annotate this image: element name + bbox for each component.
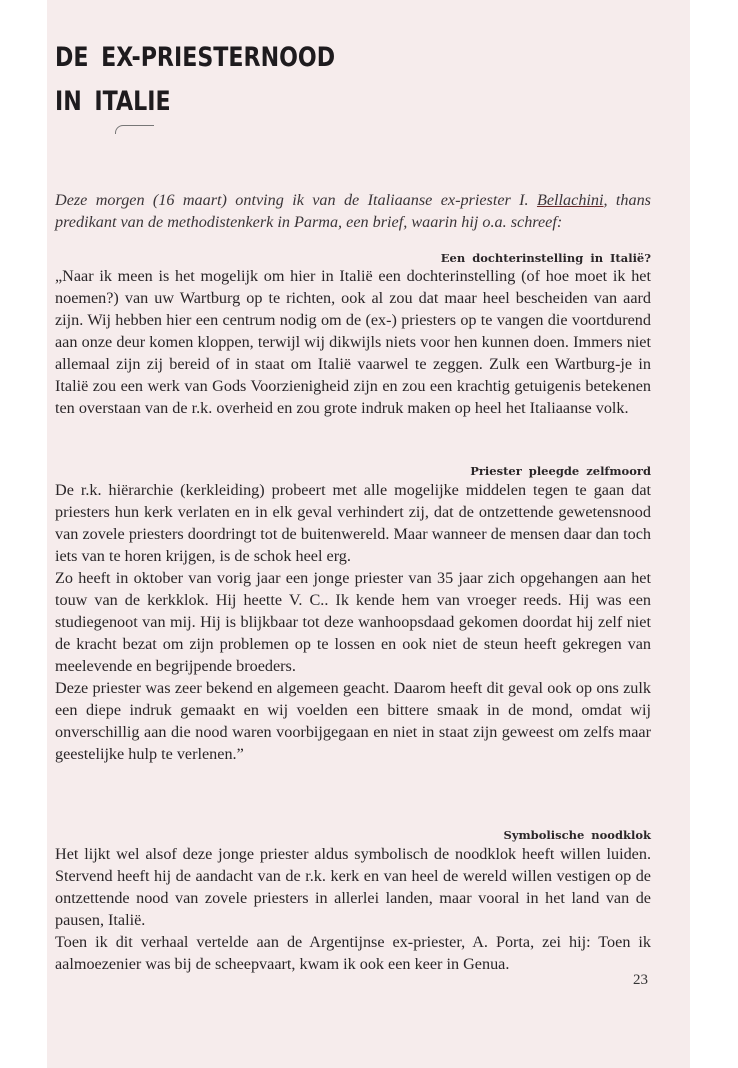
document-page — [47, 0, 690, 1068]
paragraph: De r.k. hiërarchie (kerkleiding) probeert met alle mogelijke middelen tegen te gaan dat priesters hun kerk verlaten en in elk geval verhindert zij, dat de ontzettende gewetensnood van zovele priesters doordringt tot de buitenwereld. Maar wanneer de mensen daar dan toch iets van te horen krijgen, is de schok heel erg. — [55, 481, 651, 565]
page-number: 23 — [633, 972, 648, 988]
paragraph: Het lijkt wel alsof deze jonge priester aldus symbolisch de noodklok heeft willen luiden. Stervend heeft hij de aandacht van de r.k. kerk en van heel de wereld willen vestigen op de ontzettende nood van zovele priesters in allerlei landen, maar vooral in het land van de pausen, Italië. — [55, 845, 651, 929]
paragraph: Deze priester was zeer bekend en algemeen geacht. Daarom heeft dit geval ook op ons zulk een diepe indruk gemaakt en wij voelden een bittere smaak in de mond, omdat wij onverschillig aan die nood waren voorbijgegaan en niet in staat zijn geweest om zelfs maar geestelijke hulp te verlenen.” — [55, 679, 651, 763]
section-heading: Priester pleegde zelfmoord — [470, 464, 651, 478]
title-line-2: IN ITALIE — [55, 86, 171, 117]
intro-text-end: , thans predikant van de methodistenkerk in Parma, een brief, waarin hij o.a. schreef: — [55, 191, 651, 231]
intro-paragraph — [55, 189, 651, 233]
intro-text-start: Deze morgen (16 maart) ontving ik van de Italiaanse ex-priester I. — [55, 191, 537, 209]
section-body — [55, 265, 651, 419]
title-line-1: DE EX-PRIESTERNOOD — [55, 42, 336, 73]
section-body — [55, 479, 651, 765]
paragraph: Zo heeft in oktober van vorig jaar een jonge priester van 35 jaar zich opgehangen aan het touw van de kerkklok. Hij heette V. C.. Ik kende hem van vroeger reeds. Hij was een studiegenoot van mij. Hij is blijkbaar tot deze wanhoopsdaad gekomen doordat hij zelf niet de kracht bezat om zijn problemen op te lossen en ook niet de steun heeft gekregen van meelevende en begrijpende broeders. — [55, 569, 651, 675]
section-heading: Symbolische noodklok — [503, 828, 651, 842]
section-heading: Een dochterinstelling in Italië? — [440, 251, 651, 265]
pen-mark — [115, 125, 154, 134]
section-body — [55, 843, 651, 975]
paragraph: Toen ik dit verhaal vertelde aan de Argentijnse ex-priester, A. Porta, zei hij: Toen ik aalmoezenier was bij de scheepvaart, kwam ik ook een keer in Genua. — [55, 933, 651, 973]
intro-name-underlined: Bellachini — [536, 191, 604, 209]
paragraph: „Naar ik meen is het mogelijk om hier in Italië een dochterinstelling (of hoe moet ik het noemen?) van uw Wartburg op te richten, ook al zou dat maar heel bescheiden van aard zijn. Wij hebben hier een centrum nodig om de (ex-) priesters op te vangen die voortdurend aan onze deur komen kloppen, terwijl wij dikwijls niets voor hen kunnen doen. Immers niet allemaal zijn zij bereid of in staat om Italië vaarwel te zeggen. Zulk een Wartburg-je in Italië zou een werk van Gods Voorzienigheid zijn en zou een krachtig getuigenis betekenen ten overstaan van de r.k. overheid en zou grote indruk maken op heel het Italiaanse volk. — [55, 267, 651, 417]
article-title — [55, 36, 335, 124]
